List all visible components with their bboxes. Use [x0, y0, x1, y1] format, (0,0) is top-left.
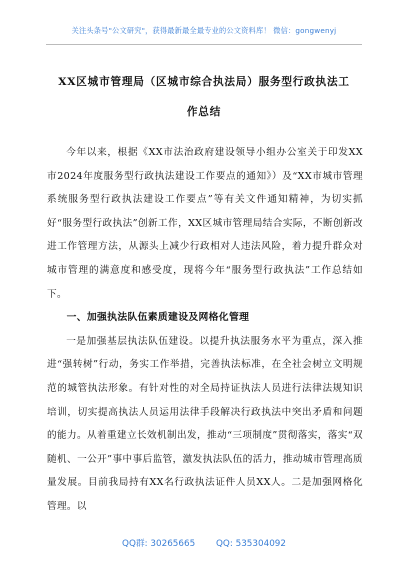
header-divider	[46, 44, 362, 45]
footer-contact	[0, 536, 408, 549]
header-banner: 关注头条号"公文研究"，获得最新最全最专业的公文资料库！ 微信：gongwenyj	[71, 26, 337, 35]
section-paragraph: 一是加强基层执法队伍建设。以提升执法服务水平为重点，深入推进“强转树”行动，务实工作举措，完善执法标准，在全社会树立文明规范的城管执法形象。有针对性的对全局持证执法人员进行法律法规知识培训，切实提高执法人员运用法律手段解决行政执法中突出矛盾和问题的能力。从着重建立长效机制出发，推动“三项制度”贯彻落实，落实“双随机、一公开”事中事后监管，激发执法队伍的活力，推动城市管理高质量发展。目前我局持有XX名行政执法证件人员XX人。二是加强网格化管理。以	[47, 335, 363, 512]
document-body	[47, 141, 363, 519]
footer-qq-group: QQ群: 30265665	[122, 539, 196, 549]
document-title-line-2: 作总结	[186, 106, 222, 118]
footer-qq: QQ: 535304092	[216, 539, 286, 549]
section-heading: 一、加强执法队伍素质建设及网格化管理	[66, 312, 250, 324]
intro-paragraph: 今年以来，根据《XX市法治政府建设领导小组办公室关于印发XX市2024年度服务型行政执法建设工作要点的通知》）及“XX市城市管理系统服务型行政执法建设工作要点”等有关文件通知精神，为切实抓好“服务型行政执法”创新工作，XX区城市管理局结合实际，不断创新改进工作管理方法，从源头上减少行政相对人违法风险，着力提升群众对城市管理的满意度和感受度，现将今年“服务型行政执法”工作总结如下。	[47, 147, 363, 300]
document-title-line-1: XX区城市管理局（区城市综合执法局）服务型行政执法工	[58, 76, 350, 88]
